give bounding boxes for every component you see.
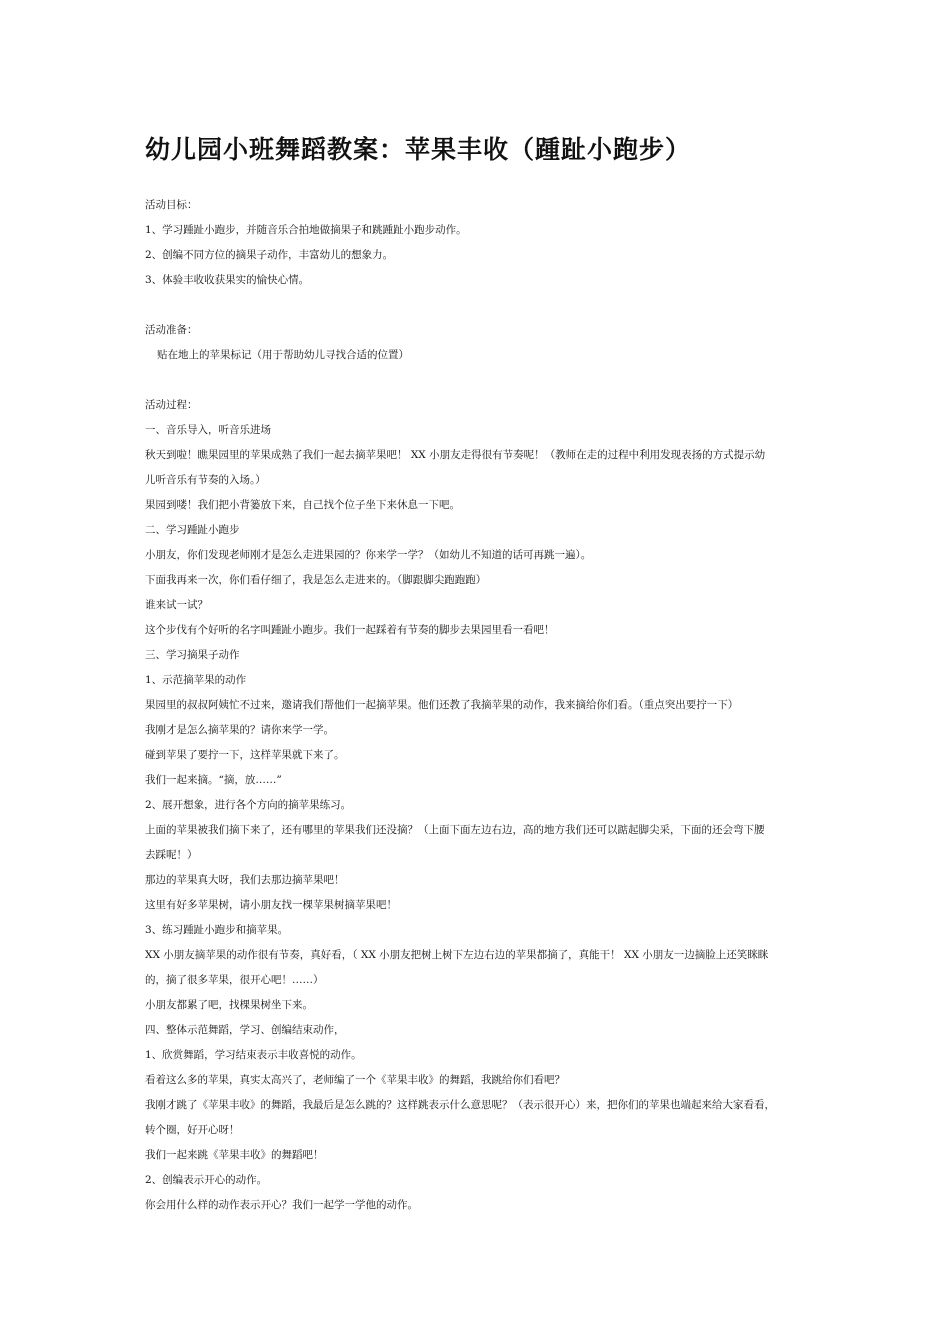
goal-item: 1、学习踵趾小跑步，并随音乐合拍地做摘果子和跳踵趾小跑步动作。 [145, 224, 467, 236]
document-body [145, 193, 815, 1218]
paragraph-line: 你会用什么样的动作表示开心？我们一起学一学他的动作。 [145, 1199, 418, 1211]
section-heading-goals: 活动目标： [145, 199, 198, 211]
preparation-item: 贴在地上的苹果标记（用于帮助幼儿寻找合适的位置） [157, 349, 409, 361]
process-subheading: 一、音乐导入，听音乐进场 [145, 424, 271, 436]
process-step: 2、创编表示开心的动作。 [145, 1174, 268, 1186]
paragraph-line: 那边的苹果真大呀，我们去那边摘苹果吧！ [145, 874, 345, 886]
paragraph-line: 碰到苹果了要拧一下，这样苹果就下来了。 [145, 749, 345, 761]
process-subheading: 四、整体示范舞蹈，学习、创编结束动作， [145, 1024, 345, 1036]
paragraph-line: 去踩呢！） [145, 849, 198, 861]
paragraph-line: 小朋友都累了吧，找棵果树坐下来。 [145, 999, 313, 1011]
paragraph-line: 儿听音乐有节奏的入场。） [145, 474, 266, 486]
paragraph-line: 我们一起来摘。“摘，放……” [145, 774, 282, 786]
goal-item: 2、创编不同方位的摘果子动作，丰富幼儿的想象力。 [145, 249, 394, 261]
paragraph-line: 我们一起来跳《苹果丰收》的舞蹈吧！ [145, 1149, 324, 1161]
paragraph-line: 转个圈，好开心呀！ [145, 1124, 240, 1136]
paragraph-line: 我刚才跳了《苹果丰收》的舞蹈，我最后是怎么跳的？这样跳表示什么意思呢？（表示很开心）来，把你们的苹果也端起来给大家看看， [145, 1099, 775, 1111]
paragraph-line: 上面的苹果被我们摘下来了，还有哪里的苹果我们还没摘？（上面下面左边右边，高的地方我们还可以踮起脚尖采，下面的还会弯下腰 [145, 824, 765, 836]
process-step: 1、欣赏舞蹈，学习结束表示丰收喜悦的动作。 [145, 1049, 362, 1061]
section-heading-process: 活动过程： [145, 399, 198, 411]
paragraph-gap [145, 293, 815, 318]
paragraph-line: 这个步伐有个好听的名字叫踵趾小跑步。我们一起踩着有节奏的脚步去果园里看一看吧！ [145, 624, 555, 636]
paragraph-line: 的，摘了很多苹果，很开心吧！……） [145, 974, 324, 986]
process-subheading: 二、学习踵趾小跑步 [145, 524, 240, 536]
process-step: 3、练习踵趾小跑步和摘苹果。 [145, 924, 289, 936]
paragraph-line: 果园里的叔叔阿姨忙不过来，邀请我们帮他们一起摘苹果。他们还教了我摘苹果的动作，我来摘给你们看。（重点突出要拧一下） [145, 699, 739, 711]
paragraph-line: 果园到喽！我们把小背篓放下来，自己找个位子坐下来休息一下吧。 [145, 499, 460, 511]
section-heading-preparation: 活动准备： [145, 324, 198, 336]
process-subheading: 三、学习摘果子动作 [145, 649, 240, 661]
goal-item: 3、体验丰收收获果实的愉快心情。 [145, 274, 310, 286]
paragraph-line: 我刚才是怎么摘苹果的？请你来学一学。 [145, 724, 334, 736]
paragraph-line: 谁来试一试？ [145, 599, 208, 611]
paragraph-gap [145, 368, 815, 393]
process-step: 2、展开想象，进行各个方向的摘苹果练习。 [145, 799, 352, 811]
paragraph-line: 秋天到啦！瞧果园里的苹果成熟了我们一起去摘苹果吧！ XX 小朋友走得很有节奏呢！（教师在走的过程中利用发现表扬的方式提示幼 [145, 449, 766, 461]
paragraph-line: 下面我再来一次，你们看仔细了，我是怎么走进来的。（脚跟脚尖跑跑跑） [145, 574, 487, 586]
paragraph-line: 小朋友，你们发现老师刚才是怎么走进果园的？你来学一学？（如幼儿不知道的话可再跳一遍）。 [145, 549, 592, 561]
paragraph-line: 这里有好多苹果树，请小朋友找一棵苹果树摘苹果吧！ [145, 899, 397, 911]
paragraph-line: 看着这么多的苹果，真实太高兴了，老师编了一个《苹果丰收》的舞蹈，我跳给你们看吧？ [145, 1074, 565, 1086]
document-title: 幼儿园小班舞蹈教案：苹果丰收（踵趾小跑步） [145, 135, 692, 164]
paragraph-line: XX 小朋友摘苹果的动作很有节奏，真好看，（ XX 小朋友把树上树下左边右边的苹果都摘了，真能干！ XX 小朋友一边摘脸上还笑眯眯 [145, 949, 769, 961]
process-step: 1、示范摘苹果的动作 [145, 674, 247, 686]
